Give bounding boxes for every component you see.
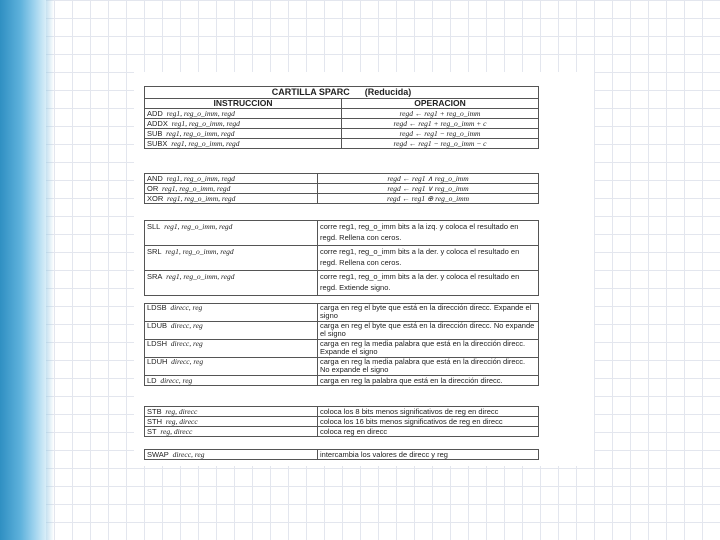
table-row: LD direcc, reg carga en reg la palabra que está en la dirección direcc. <box>145 376 539 386</box>
col-header-operacion: OPERACION <box>342 99 539 109</box>
arith-table <box>144 86 539 149</box>
table-row: SUBX reg1, reg_o_imm, regd regd ← reg1 − reg_o_imm − c <box>145 139 539 149</box>
table-row: ST reg, direcc coloca reg en direcc <box>145 427 539 437</box>
table-row: SRL reg1, reg_o_imm, regd corre reg1, reg_o_imm bits a la der. y coloca el resultado en regd. Rellena con ceros. <box>145 246 539 271</box>
col-header-instruccion: INSTRUCCION <box>145 99 342 109</box>
table-row: AND reg1, reg_o_imm, regd regd ← reg1 ∧ reg_o_imm <box>145 174 539 184</box>
shift-table <box>144 220 539 296</box>
store-table <box>144 406 539 437</box>
table-row: SWAP direcc, reg intercambia los valores de direcc y reg <box>145 450 539 460</box>
table-row: OR reg1, reg_o_imm, regd regd ← reg1 ∨ reg_o_imm <box>145 184 539 194</box>
load-table <box>144 303 539 386</box>
table-row: XOR reg1, reg_o_imm, regd regd ← reg1 ⊕ reg_o_imm <box>145 194 539 204</box>
logic-table <box>144 173 539 204</box>
table-row: STH reg, direcc coloca los 16 bits menos significativos de reg en direcc <box>145 417 539 427</box>
table-row: LDUB direcc, reg carga en reg el byte que está en la dirección direcc. No expande el signo <box>145 322 539 340</box>
swap-table <box>144 449 539 460</box>
table-row: LDSB direcc, reg carga en reg el byte que está en la dirección direcc. Expande el signo <box>145 304 539 322</box>
table-row: LDSH direcc, reg carga en reg la media palabra que está en la dirección direcc. Expande el signo <box>145 340 539 358</box>
decorative-side-band <box>0 0 46 540</box>
table-row: SLL reg1, reg_o_imm, regd corre reg1, reg_o_imm bits a la izq. y coloca el resultado en regd. Rellena con ceros. <box>145 221 539 246</box>
table-title: CARTILLA SPARC (Reducida) <box>145 87 539 99</box>
table-row: LDUH direcc, reg carga en reg la media palabra que está en la dirección direcc. No expande el signo <box>145 358 539 376</box>
table-row: ADDX reg1, reg_o_imm, regd regd ← reg1 + reg_o_imm + c <box>145 119 539 129</box>
table-row: ADD reg1, reg_o_imm, regd regd ← reg1 + reg_o_imm <box>145 109 539 119</box>
table-row: SRA reg1, reg_o_imm, regd corre reg1, reg_o_imm bits a la der. y coloca el resultado en regd. Extiende signo. <box>145 271 539 296</box>
table-row: SUB reg1, reg_o_imm, regd regd ← reg1 − reg_o_imm <box>145 129 539 139</box>
table-row: STB reg, direcc coloca los 8 bits menos significativos de reg en direcc <box>145 407 539 417</box>
